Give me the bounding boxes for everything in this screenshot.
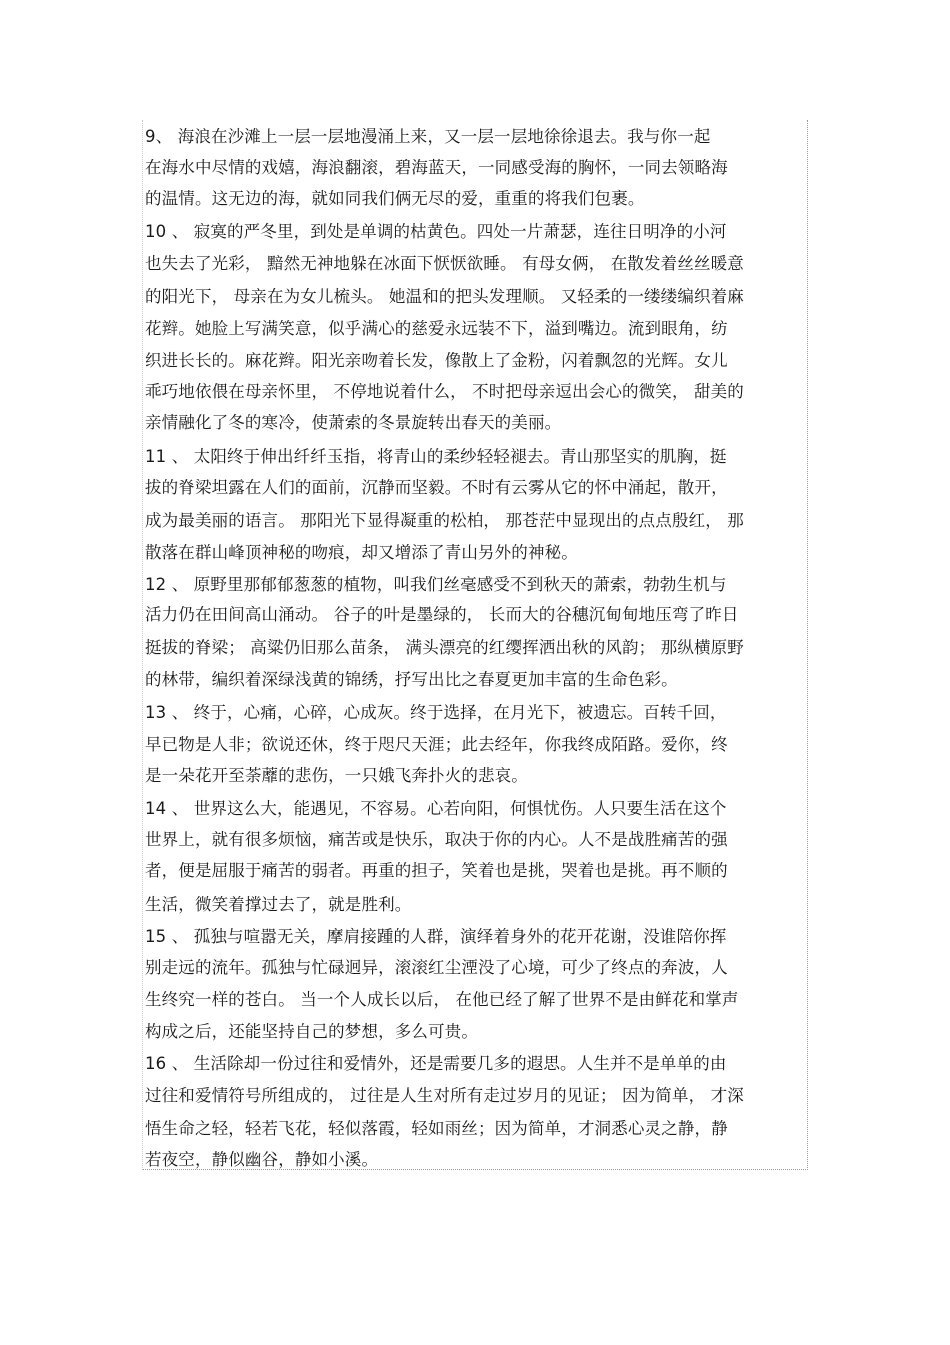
text-line: 世界上，就有很多烦恼，痛苦或是快乐，取决于你的内心。人不是战胜痛苦的强 <box>145 830 728 849</box>
text-line: 成为最美丽的语言。 那阳光下显得凝重的松柏， 那苍茫中显现出的点点殷红， 那 <box>145 511 744 530</box>
text-line: 也失去了光彩， 黯然无神地躲在冰面下恹恹欲睡。 有母女俩， 在散发着丝丝暖意 <box>145 254 744 273</box>
text-line: 11 、 太阳终于伸出纤纤玉指，将青山的柔纱轻轻褪去。青山那坚实的肌胸，挺 <box>145 447 727 466</box>
text-line: 是一朵花开至荼蘼的悲伤，一只娥飞奔扑火的悲哀。 <box>145 766 528 785</box>
text-line: 者，便是屈服于痛苦的弱者。再重的担子，笑着也是挑，哭着也是挑。再不顺的 <box>145 861 728 880</box>
text-line: 别走远的流年。孤独与忙碌迥异，滚滚红尘湮没了心境，可少了终点的奔波，人 <box>145 958 728 977</box>
text-line: 亲情融化了冬的寒冷，使萧索的冬景旋转出春天的美丽。 <box>145 413 562 432</box>
text-line: 13 、 终于，心痛，心碎，心成灰。终于选择，在月光下，被遗忘。百转千回， <box>145 703 727 722</box>
text-line: 的温情。这无边的海，就如同我们俩无尽的爱，重重的将我们包裹。 <box>145 189 645 208</box>
text-line: 若夜空，静似幽谷，静如小溪。 <box>145 1150 379 1169</box>
text-line: 花辫。她脸上写满笑意，似乎满心的慈爱永远装不下，溢到嘴边。流到眼角，纺 <box>145 319 728 338</box>
text-line: 拔的脊梁坦露在人们的面前，沉静而坚毅。不时有云雾从它的怀中涌起，散开， <box>145 478 728 497</box>
text-line: 在海水中尽情的戏嬉，海浪翻滚，碧海蓝天，一同感受海的胸怀，一同去领略海 <box>145 158 728 177</box>
text-line: 15 、 孤独与喧嚣无关，摩肩接踵的人群，演绎着身外的花开花谢，没谁陪你挥 <box>145 927 727 946</box>
text-line: 16 、 生活除却一份过往和爱情外，还是需要几多的遐思。人生并不是单单的由 <box>145 1054 727 1073</box>
text-line: 14 、 世界这么大，能遇见，不容易。心若向阳，何惧忧伤。人只要生活在这个 <box>145 799 727 818</box>
text-line: 12 、 原野里那郁郁葱葱的植物，叫我们丝毫感受不到秋天的萧索，勃勃生机与 <box>145 575 727 594</box>
text-line: 活力仍在田间高山涌动。 谷子的叶是墨绿的， 长而大的谷穗沉甸甸地压弯了昨日 <box>145 605 739 624</box>
text-line: 散落在群山峰顶神秘的吻痕，却又增添了青山另外的神秘。 <box>145 543 578 562</box>
text-line: 生终究一样的苍白。 当一个人成长以后， 在他已经了解了世界不是由鲜花和掌声 <box>145 990 739 1009</box>
text-line: 的林带，编织着深绿浅黄的锦绣，抒写出比之春夏更加丰富的生命色彩。 <box>145 670 678 689</box>
text-line: 挺拔的脊梁； 高粱仍旧那么苗条， 满头漂亮的红缨挥洒出秋的风韵； 那纵横原野 <box>145 638 744 657</box>
text-line: 生活，微笑着撑过去了，就是胜利。 <box>145 895 412 914</box>
text-line: 过往和爱情符号所组成的， 过往是人生对所有走过岁月的见证； 因为简单， 才深 <box>145 1086 744 1105</box>
text-line: 构成之后，还能坚持自己的梦想，多么可贵。 <box>145 1022 478 1041</box>
text-line: 早已物是人非；欲说还休，终于咫尺天涯；此去经年，你我终成陌路。爱你，终 <box>145 735 728 754</box>
text-line: 10 、 寂寞的严冬里，到处是单调的枯黄色。四处一片萧瑟，连往日明净的小河 <box>145 222 727 241</box>
text-line: 9、 海浪在沙滩上一层一层地漫涌上来，又一层一层地徐徐退去。我与你一起 <box>145 127 711 146</box>
text-line: 的阳光下， 母亲在为女儿梳头。 她温和的把头发理顺。 又轻柔的一缕缕编织着麻 <box>145 287 744 306</box>
text-line: 织进长长的。麻花辫。阳光亲吻着长发，像散上了金粉，闪着飘忽的光辉。女儿 <box>145 351 728 370</box>
text-line: 乖巧地依偎在母亲怀里， 不停地说着什么， 不时把母亲逗出会心的微笑， 甜美的 <box>145 382 744 401</box>
text-line: 悟生命之轻，轻若飞花，轻似落霞，轻如雨丝；因为简单，才洞悉心灵之静，静 <box>145 1119 728 1138</box>
